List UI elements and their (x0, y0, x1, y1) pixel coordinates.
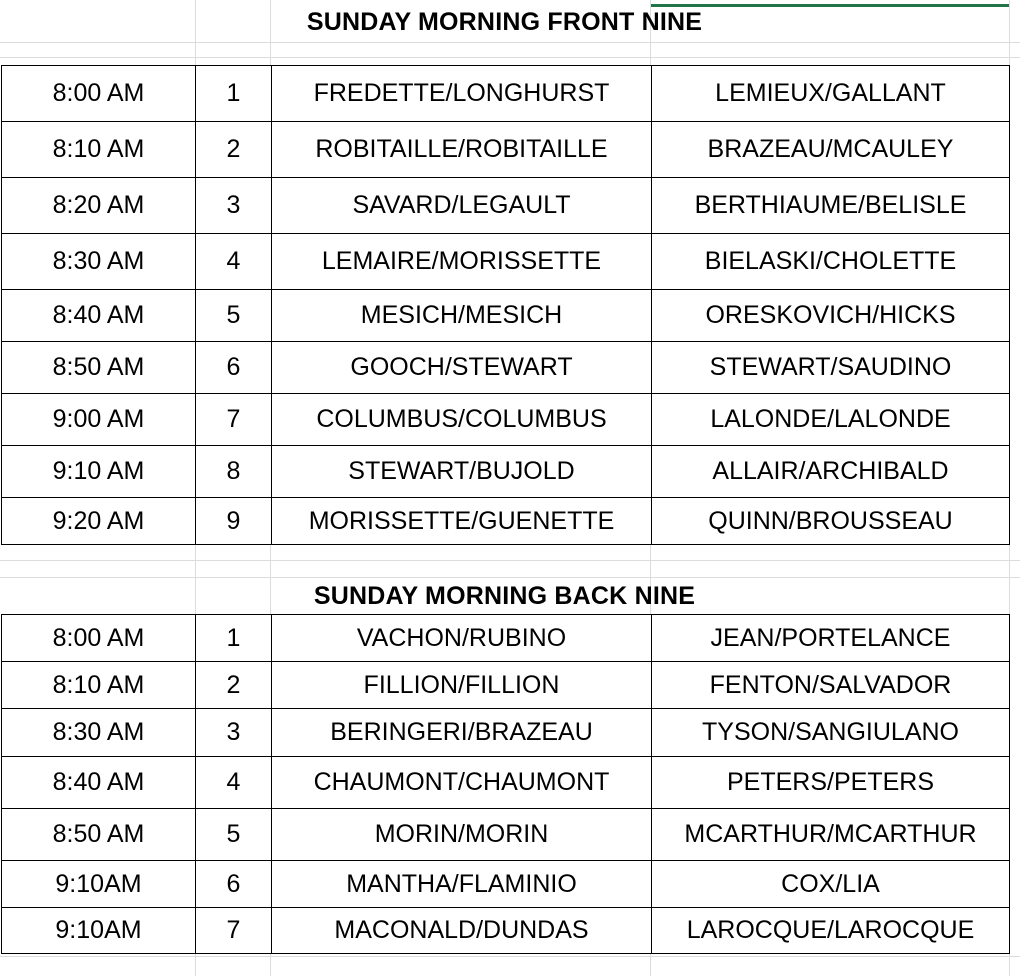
team-a-cell[interactable]: MORISSETTE/GUENETTE (272, 498, 652, 545)
hole-cell[interactable]: 3 (196, 178, 272, 234)
front-nine-title[interactable]: SUNDAY MORNING FRONT NINE (306, 8, 703, 36)
time-cell[interactable]: 8:40 AM (2, 290, 196, 342)
team-a-cell[interactable]: CHAUMONT/CHAUMONT (272, 757, 652, 809)
gridline (0, 560, 1020, 561)
hole-cell[interactable]: 5 (196, 290, 272, 342)
back-nine-table (1, 614, 1010, 954)
team-a-cell[interactable]: STEWART/BUJOLD (272, 446, 652, 498)
team-a-cell[interactable]: LEMAIRE/MORISSETTE (272, 234, 652, 290)
back-nine-title[interactable]: SUNDAY MORNING BACK NINE (313, 582, 696, 610)
time-cell[interactable]: 8:50 AM (2, 809, 196, 861)
table-row (2, 122, 1010, 178)
hole-cell[interactable]: 1 (196, 66, 272, 122)
team-b-cell[interactable]: LEMIEUX/GALLANT (652, 66, 1010, 122)
team-a-cell[interactable]: ROBITAILLE/ROBITAILLE (272, 122, 652, 178)
hole-cell[interactable]: 3 (196, 709, 272, 757)
table-row (2, 809, 1010, 861)
time-cell[interactable]: 8:10 AM (2, 662, 196, 709)
team-a-cell[interactable]: FREDETTE/LONGHURST (272, 66, 652, 122)
team-b-cell[interactable]: STEWART/SAUDINO (652, 342, 1010, 394)
time-cell[interactable]: 8:50 AM (2, 342, 196, 394)
time-cell[interactable]: 8:20 AM (2, 178, 196, 234)
team-b-cell[interactable]: ORESKOVICH/HICKS (652, 290, 1010, 342)
front-nine-table (1, 65, 1010, 545)
team-a-cell[interactable]: FILLION/FILLION (272, 662, 652, 709)
team-b-cell[interactable]: BRAZEAU/MCAULEY (652, 122, 1010, 178)
gridline (0, 57, 1020, 58)
table-row (2, 757, 1010, 809)
table-row (2, 178, 1010, 234)
team-b-cell[interactable]: FENTON/SALVADOR (652, 662, 1010, 709)
team-a-cell[interactable]: MESICH/MESICH (272, 290, 652, 342)
time-cell[interactable]: 8:40 AM (2, 757, 196, 809)
time-cell[interactable]: 8:10 AM (2, 122, 196, 178)
time-cell[interactable]: 9:10AM (2, 861, 196, 908)
team-a-cell[interactable]: SAVARD/LEGAULT (272, 178, 652, 234)
table-row (2, 290, 1010, 342)
time-cell[interactable]: 9:10AM (2, 908, 196, 954)
team-a-cell[interactable]: VACHON/RUBINO (272, 615, 652, 662)
table-row (2, 394, 1010, 446)
gridline (0, 956, 1020, 957)
table-row (2, 342, 1010, 394)
hole-cell[interactable]: 2 (196, 662, 272, 709)
team-b-cell[interactable]: LALONDE/LALONDE (652, 394, 1010, 446)
hole-cell[interactable]: 8 (196, 446, 272, 498)
time-cell[interactable]: 8:30 AM (2, 709, 196, 757)
selected-cell-border (651, 4, 1009, 7)
time-cell[interactable]: 9:20 AM (2, 498, 196, 545)
hole-cell[interactable]: 4 (196, 757, 272, 809)
hole-cell[interactable]: 6 (196, 861, 272, 908)
hole-cell[interactable]: 2 (196, 122, 272, 178)
team-b-cell[interactable]: COX/LIA (652, 861, 1010, 908)
team-b-cell[interactable]: TYSON/SANGIULANO (652, 709, 1010, 757)
team-b-cell[interactable]: PETERS/PETERS (652, 757, 1010, 809)
hole-cell[interactable]: 4 (196, 234, 272, 290)
table-row (2, 446, 1010, 498)
hole-cell[interactable]: 7 (196, 908, 272, 954)
team-a-cell[interactable]: MACONALD/DUNDAS (272, 908, 652, 954)
table-row (2, 66, 1010, 122)
table-row (2, 662, 1010, 709)
team-b-cell[interactable]: LAROCQUE/LAROCQUE (652, 908, 1010, 954)
time-cell[interactable]: 9:00 AM (2, 394, 196, 446)
table-row (2, 908, 1010, 954)
team-a-cell[interactable]: GOOCH/STEWART (272, 342, 652, 394)
team-a-cell[interactable]: MORIN/MORIN (272, 809, 652, 861)
team-b-cell[interactable]: ALLAIR/ARCHIBALD (652, 446, 1010, 498)
hole-cell[interactable]: 1 (196, 615, 272, 662)
table-row (2, 709, 1010, 757)
team-b-cell[interactable]: QUINN/BROUSSEAU (652, 498, 1010, 545)
team-b-cell[interactable]: JEAN/PORTELANCE (652, 615, 1010, 662)
hole-cell[interactable]: 6 (196, 342, 272, 394)
time-cell[interactable]: 8:00 AM (2, 615, 196, 662)
hole-cell[interactable]: 7 (196, 394, 272, 446)
team-a-cell[interactable]: COLUMBUS/COLUMBUS (272, 394, 652, 446)
time-cell[interactable]: 8:30 AM (2, 234, 196, 290)
hole-cell[interactable]: 9 (196, 498, 272, 545)
team-b-cell[interactable]: BIELASKI/CHOLETTE (652, 234, 1010, 290)
team-b-cell[interactable]: MCARTHUR/MCARTHUR (652, 809, 1010, 861)
team-a-cell[interactable]: MANTHA/FLAMINIO (272, 861, 652, 908)
table-row (2, 234, 1010, 290)
time-cell[interactable]: 8:00 AM (2, 66, 196, 122)
team-a-cell[interactable]: BERINGERI/BRAZEAU (272, 709, 652, 757)
table-row (2, 498, 1010, 545)
time-cell[interactable]: 9:10 AM (2, 446, 196, 498)
hole-cell[interactable]: 5 (196, 809, 272, 861)
gridline (0, 42, 1020, 43)
table-row (2, 615, 1010, 662)
team-b-cell[interactable]: BERTHIAUME/BELISLE (652, 178, 1010, 234)
table-row (2, 861, 1010, 908)
gridline (0, 577, 1020, 578)
